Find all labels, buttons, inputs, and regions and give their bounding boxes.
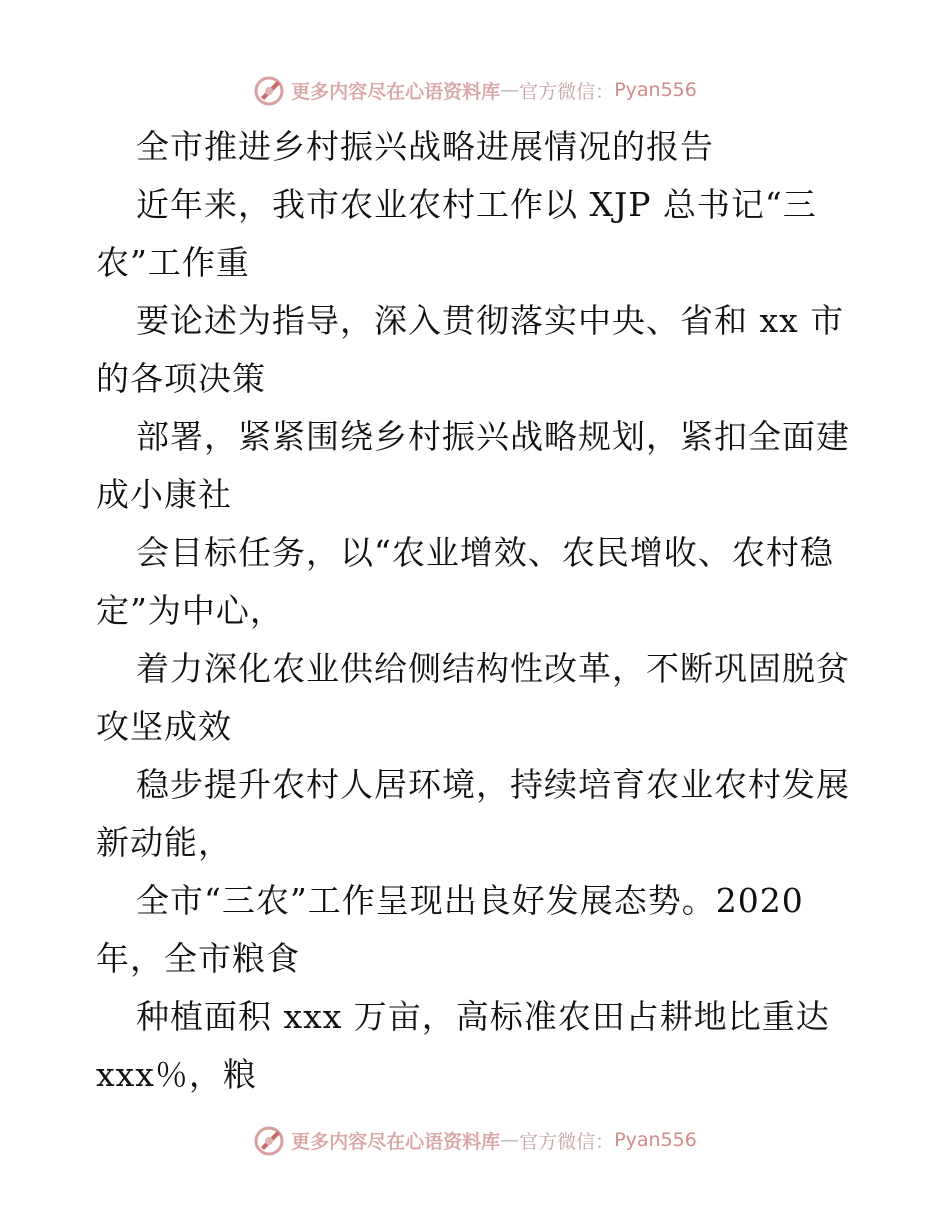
- logo-icon: [253, 73, 287, 107]
- text-line: 农”工作重: [96, 243, 250, 282]
- banner-wechat-id: Pyan556: [614, 79, 697, 101]
- header-watermark: [0, 70, 950, 110]
- document-title: 全市推进乡村振兴战略进展情况的报告: [136, 127, 714, 166]
- banner-main-text: 更多内容尽在心语资料库: [291, 80, 501, 103]
- text-line: 年，全市粮食: [96, 939, 300, 978]
- text-line: 种植面积 xxx 万亩，高标准农田占耕地比重达: [136, 997, 830, 1036]
- text-line: 近年来，我市农业农村工作以 XJP 总书记“三: [136, 185, 817, 224]
- footer-watermark: [0, 1120, 950, 1160]
- text-line: 要论述为指导，深入贯彻落实中央、省和 xx 市: [136, 301, 845, 340]
- text-line: 会目标任务，以“农业增效、农民增收、农村稳: [136, 533, 834, 572]
- text-line: 成小康社: [96, 475, 232, 514]
- text-line: 部署，紧紧围绕乡村振兴战略规划，紧扣全面建: [136, 417, 850, 456]
- banner-separator: —: [500, 1129, 520, 1151]
- text-line: 稳步提升农村人居环境，持续培育农业农村发展: [136, 765, 850, 804]
- text-line: 全市“三农”工作呈现出良好发展态势。2020: [136, 881, 804, 920]
- banner-wechat-id: Pyan556: [614, 1129, 697, 1151]
- text-line: 定”为中心，: [96, 591, 284, 630]
- banner-sub-text: 官方微信：: [519, 1130, 615, 1153]
- logo-icon: [253, 1123, 287, 1157]
- text-line: xxx％，粮: [96, 1055, 257, 1094]
- text-line: 新动能，: [96, 823, 232, 862]
- text-line: 的各项决策: [96, 359, 266, 398]
- document-body: [96, 118, 866, 1104]
- banner-main-text: 更多内容尽在心语资料库: [291, 1130, 501, 1153]
- banner-sub-text: 官方微信：: [519, 80, 615, 103]
- text-line: 攻坚成效: [96, 707, 232, 746]
- text-line: 着力深化农业供给侧结构性改革，不断巩固脱贫: [136, 649, 850, 688]
- banner-separator: —: [500, 79, 520, 101]
